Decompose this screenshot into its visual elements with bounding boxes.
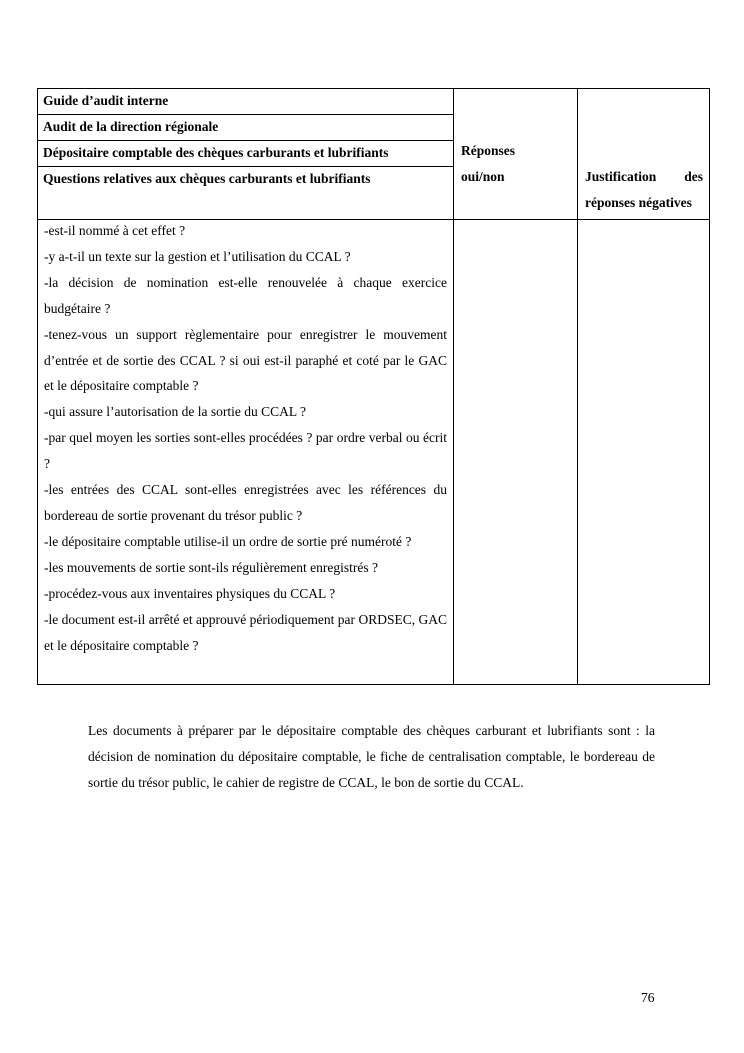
question-item: -y a-t-il un texte sur la gestion et l’utilisation du CCAL ? [44, 248, 351, 264]
reponses-column [454, 89, 578, 684]
reponses-header [461, 138, 515, 190]
questions-list [44, 218, 447, 658]
question-item: -tenez-vous un support règlementaire pour enregistrer le mouvement d’entrée et de sortie des CCAL ? si oui est-il paraphé et coté par le GAC et le dépositaire comptable ? [44, 326, 447, 394]
justification-header-line1 [585, 164, 703, 190]
table-header-questions [38, 89, 453, 220]
header-guide-title: Guide d’audit interne [38, 89, 453, 115]
questions-column [38, 89, 454, 684]
question-item: -les mouvements de sortie sont-ils régulièrement enregistrés ? [44, 559, 379, 575]
question-item: -est-il nommé à cet effet ? [44, 223, 186, 238]
justification-header [585, 164, 703, 216]
question-item: -le document est-il arrêté et approuvé périodiquement par ORDSEC, GAC et le dépositaire comptable ? [44, 611, 447, 653]
table-header-justification [578, 89, 709, 220]
question-item: -les entrées des CCAL sont-elles enregistrées avec les références du bordereau de sortie provenant du trésor public ? [44, 482, 447, 523]
reponses-header-line1: Réponses [461, 143, 516, 158]
reponses-header-line2: oui/non [461, 169, 505, 184]
justification-word1: Justification [585, 169, 657, 184]
header-depositaire: Dépositaire comptable des chèques carburants et lubrifiants [38, 141, 453, 167]
question-item: -la décision de nomination est-elle renouvelée à chaque exercice budgétaire ? [44, 274, 447, 316]
question-item: -procédez-vous aux inventaires physiques du CCAL ? [44, 585, 336, 601]
header-questions-title: Questions relatives aux chèques carburants et lubrifiants [43, 171, 371, 186]
justification-word2: des [684, 169, 703, 184]
justification-header-line2: réponses négatives [585, 195, 692, 210]
body-paragraph: Les documents à préparer par le dépositaire comptable des chèques carburant et lubrifiants sont : la décision de nomination du dépositaire comptable, le fiche de centralisation comptable, le bordereau de sortie du trésor public, le cahier de registre de CCAL, le bon de sortie du CCAL. [88, 723, 655, 790]
question-item: -par quel moyen les sorties sont-elles procédées ? par ordre verbal ou écrit ? [44, 430, 447, 472]
question-item: -qui assure l’autorisation de la sortie du CCAL ? [44, 404, 306, 420]
justification-column [578, 89, 709, 684]
table-header-reponses [454, 89, 577, 220]
question-item: -le dépositaire comptable utilise-il un ordre de sortie pré numéroté ? [44, 533, 412, 549]
header-audit-scope: Audit de la direction régionale [38, 115, 453, 141]
audit-table [37, 88, 710, 685]
page-number: 76 [641, 990, 655, 1005]
